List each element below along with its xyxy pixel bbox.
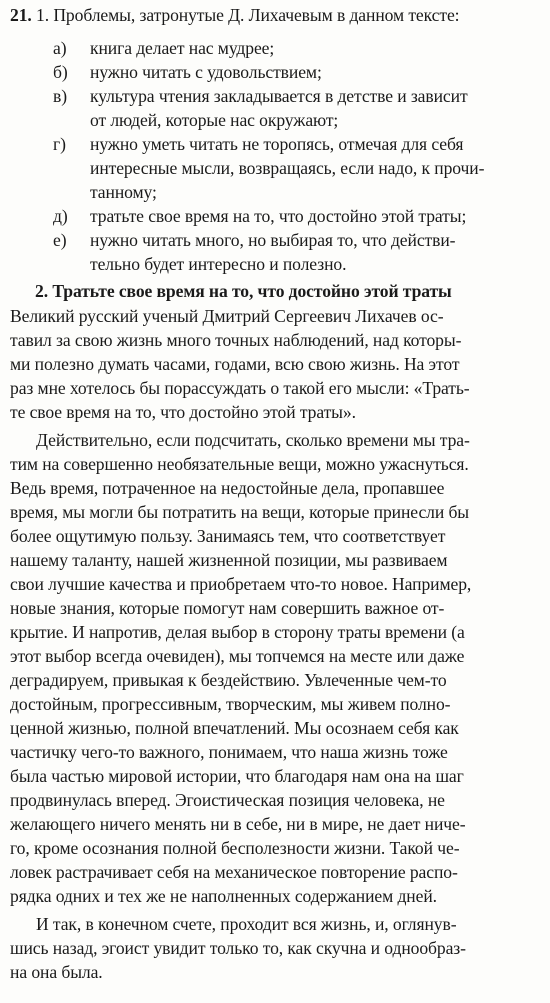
paragraph-line: была частью мировой истории, что благодаря нам она на шаг bbox=[10, 766, 464, 786]
list-item bbox=[53, 85, 468, 107]
paragraph-line: на она была. bbox=[10, 962, 103, 982]
item-text: книга делает нас мудрее; bbox=[90, 38, 275, 58]
item-text-continued: танному; bbox=[90, 182, 157, 202]
paragraph-line: деградируем, привыкая к бездействию. Увлеченные чем-то bbox=[10, 670, 447, 690]
list-item bbox=[53, 37, 274, 59]
part-2-heading bbox=[35, 280, 452, 302]
paragraph-line: нашему таланту, нашей жизненной позиции, мы развиваем bbox=[10, 550, 448, 570]
paragraph-line: время, мы могли бы потратить на вещи, которые принесли бы bbox=[10, 502, 470, 522]
paragraph-line: шись назад, эгоист увидит только то, как скучна и однообраз- bbox=[10, 938, 466, 958]
list-item bbox=[53, 229, 455, 251]
paragraph-line: И так, в конечном счете, проходит вся жизнь, и, оглянув- bbox=[36, 914, 457, 934]
list-item bbox=[53, 61, 322, 83]
part-2-number: 2. bbox=[35, 281, 48, 301]
paragraph-line: тим на совершенно необязательные вещи, можно ужаснуться. bbox=[10, 454, 469, 474]
item-label: в) bbox=[53, 86, 67, 106]
paragraph-line: частичку чего-то важного, понимаем, что наша жизнь тоже bbox=[10, 742, 448, 762]
paragraph-line: раз мне хотелось бы порассуждать о такой его мысли: «Трать- bbox=[10, 378, 470, 398]
item-text: нужно уметь читать не торопясь, отмечая для себя bbox=[90, 134, 464, 154]
paragraph-line: ценной жизнью, полной впечатлений. Мы осознаем себя как bbox=[10, 718, 459, 738]
item-label: а) bbox=[53, 38, 67, 58]
task-number: 21. bbox=[10, 5, 32, 25]
list-item bbox=[53, 133, 463, 155]
paragraph-line: Ведь время, потраченное на недостойные дела, пропавшее bbox=[10, 478, 445, 498]
paragraph-line: более ощутимую пользу. Занимаясь тем, что соответствует bbox=[10, 526, 446, 546]
item-text-continued: тельно будет интересно и полезно. bbox=[90, 254, 347, 274]
item-text: культура чтения закладывается в детстве и зависит bbox=[90, 86, 468, 106]
item-text-continued: от людей, которые нас окружают; bbox=[90, 110, 339, 130]
paragraph-line: тавил за свою жизнь много точных наблюдений, над которы- bbox=[10, 330, 462, 350]
paragraph-line: желающего ничего менять ни в себе, ни в мире, не дает ниче- bbox=[10, 814, 466, 834]
paragraph-line: Великий русский ученый Дмитрий Сергеевич Лихачев ос- bbox=[10, 306, 444, 326]
task-1-heading bbox=[10, 4, 459, 26]
item-text: тратьте свое время на то, что достойно этой траты; bbox=[90, 206, 467, 226]
paragraph-line: новые знания, которые помогут нам совершить важное от- bbox=[10, 598, 445, 618]
paragraph-line: продвинулась вперед. Эгоистическая позиция человека, не bbox=[10, 790, 445, 810]
item-label: д) bbox=[53, 206, 68, 226]
paragraph-line: го, кроме осознания полной бесполезности жизни. Такой че- bbox=[10, 838, 460, 858]
item-text: нужно читать много, но выбирая то, что действи- bbox=[90, 230, 456, 250]
paragraph-line: ловек растрачивает себя на механическое повторение распо- bbox=[10, 862, 458, 882]
paragraph-line: свои лучшие качества и приобретаем что-то новое. Например, bbox=[10, 574, 472, 594]
paragraph-line: Действительно, если подсчитать, сколько времени мы тра- bbox=[36, 430, 470, 450]
item-label: г) bbox=[53, 134, 66, 154]
paragraph-line: достойным, прогрессивным, творческим, мы живем полно- bbox=[10, 694, 451, 714]
item-text-continued: интересные мысли, возвращаясь, если надо, к прочи- bbox=[90, 158, 485, 178]
part-1-heading: Проблемы, затронутые Д. Лихачевым в данном тексте: bbox=[53, 5, 460, 25]
item-text: нужно читать с удовольствием; bbox=[90, 62, 322, 82]
item-label: б) bbox=[53, 62, 68, 82]
paragraph-line: этот выбор всегда очевиден), мы топчемся на месте или даже bbox=[10, 646, 465, 666]
paragraph-line: те свое время на то, что достойно этой траты». bbox=[10, 402, 356, 422]
list-item bbox=[53, 205, 466, 227]
paragraph-line: крытие. И напротив, делая выбор в сторону траты времени (а bbox=[10, 622, 465, 642]
part-1-number: 1. bbox=[36, 5, 50, 25]
essay-title: Тратьте свое время на то, что достойно этой траты bbox=[52, 281, 452, 301]
paragraph-line: ми полезно думать часами, годами, всю свою жизнь. На этот bbox=[10, 354, 460, 374]
item-label: е) bbox=[53, 230, 67, 250]
paragraph-line: рядка одних и тех же не наполненных содержанием дней. bbox=[10, 886, 437, 906]
